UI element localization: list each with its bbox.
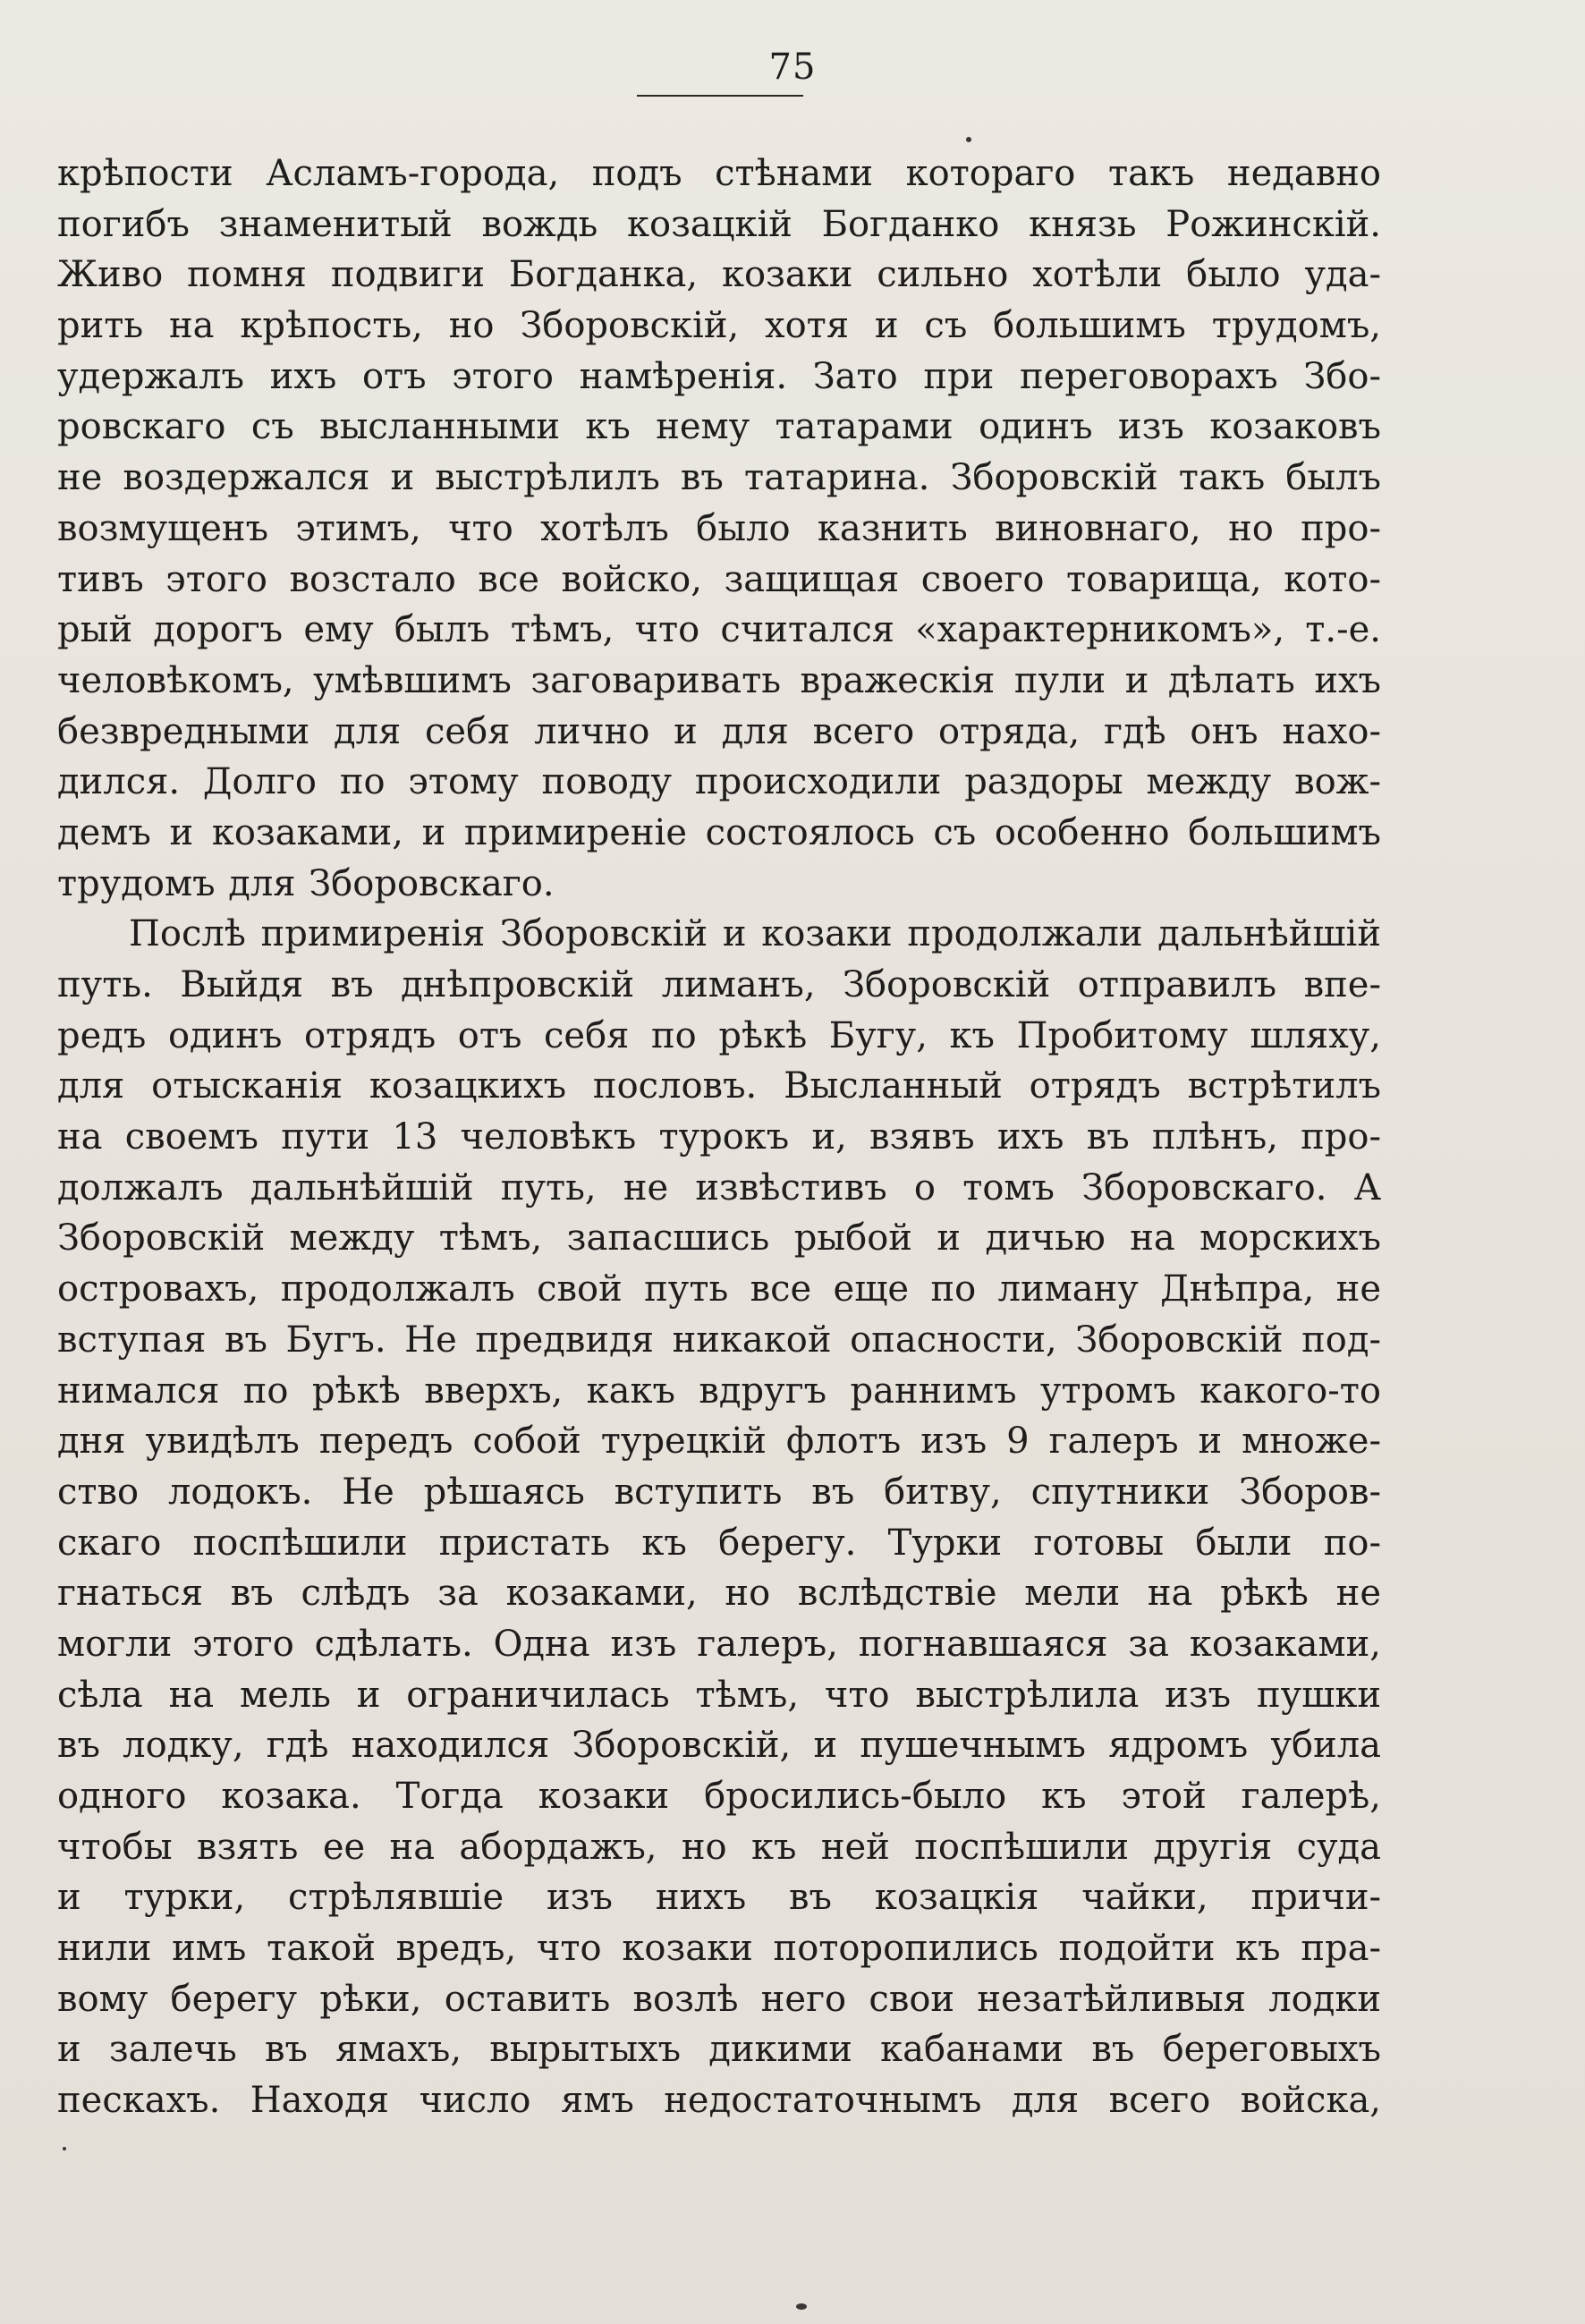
text-line: и залечь въ ямахъ, вырытыхъ дикими кабанами въ береговыхъ [57, 2029, 1381, 2071]
text-line: редъ одинъ отрядъ отъ себя по рѣкѣ Бугу, къ Пробитому шляху, [57, 1014, 1381, 1056]
text-line: и турки, стрѣлявшіе изъ нихъ въ козацкія чайки, причи- [57, 1877, 1381, 1919]
text-line: человѣкомъ, умѣвшимъ заговаривать вражескія пули и дѣлать ихъ [57, 659, 1381, 701]
text-line: крѣпости Асламъ-города, подъ стѣнами котораго такъ недавно [57, 153, 1381, 194]
text-line: чтобы взять ее на абордажъ, но къ ней поспѣшили другія суда [57, 1826, 1381, 1868]
text-line: скаго поспѣшили пристать къ берегу. Турки готовы были по- [57, 1522, 1381, 1564]
text-line: возмущенъ этимъ, что хотѣлъ было казнить виновнаго, но про- [57, 507, 1381, 549]
text-line: Живо помня подвиги Богданка, козаки сильно хотѣли было уда- [57, 254, 1381, 296]
text-line: дня увидѣлъ передъ собой турецкій флотъ изъ 9 галеръ и множе- [57, 1421, 1381, 1463]
text-line: ровскаго съ высланными къ нему татарами одинъ изъ козаковъ [57, 406, 1381, 448]
text-line: безвредными для себя лично и для всего отряда, гдѣ онъ нахо- [57, 710, 1381, 752]
paragraph-end-line: трудомъ для Зборовскаго. [57, 862, 555, 904]
text-line: рить на крѣпость, но Зборовскій, хотя и съ большимъ трудомъ, [57, 305, 1381, 347]
page-number: 75 [768, 47, 817, 88]
text-line: демъ и козаками, и примиреніе состоялось съ особенно большимъ [57, 811, 1381, 853]
ink-speck [796, 2303, 807, 2310]
ink-speck [63, 2147, 66, 2150]
ink-speck [966, 137, 971, 142]
text-line: пескахъ. Находя число ямъ недостаточнымъ для всего войска, [57, 2080, 1381, 2122]
text-line: одного козака. Тогда козаки бросились-было къ этой галерѣ, [57, 1776, 1381, 1817]
text-line: могли этого сдѣлать. Одна изъ галеръ, погнавшаяся за козаками, [57, 1623, 1381, 1665]
text-line: рый дорогъ ему былъ тѣмъ, что считался «характерникомъ», т.-е. [57, 609, 1381, 651]
text-line: нили имъ такой вредъ, что козаки поторопились подойти къ пра- [57, 1928, 1381, 1970]
text-line: островахъ, продолжалъ свой путь все еще по лиману Днѣпра, не [57, 1268, 1381, 1310]
text-line: погибъ знаменитый вождь козацкій Богданко князь Рожинскій. [57, 203, 1381, 245]
text-line: на своемъ пути 13 человѣкъ турокъ и, взявъ ихъ въ плѣнъ, про- [57, 1116, 1381, 1158]
text-line: не воздержался и выстрѣлилъ въ татарина. Зборовскій такъ былъ [57, 457, 1381, 499]
text-line: должалъ дальнѣйшій путь, не извѣстивъ о томъ Зборовскаго. А [57, 1166, 1381, 1209]
text-line: для отысканія козацкихъ пословъ. Высланный отрядъ встрѣтилъ [57, 1065, 1381, 1107]
text-line: гнаться въ слѣдъ за козаками, но вслѣдствіе мели на рѣкѣ не [57, 1573, 1381, 1615]
page-number-rule [637, 95, 803, 97]
text-line: дился. Долго по этому поводу происходили раздоры между вож- [57, 761, 1381, 803]
text-line: вступая въ Бугъ. Не предвидя никакой опасности, Зборовскій под- [57, 1319, 1381, 1361]
text-line: ство лодокъ. Не рѣшаясь вступить въ битву, спутники Зборов- [57, 1471, 1381, 1513]
text-line: путь. Выйдя въ днѣпровскій лиманъ, Зборовскій отправилъ впе- [57, 964, 1381, 1005]
body-text [57, 148, 1381, 2126]
text-line: тивъ этого возстало все войско, защищая своего товарища, кото- [57, 558, 1381, 600]
paragraph-start-line: Послѣ примиренія Зборовскій и козаки продолжали дальнѣйшій [129, 913, 1381, 955]
text-line: удержалъ ихъ отъ этого намѣренія. Зато при переговорахъ Збо- [57, 355, 1381, 397]
text-line: сѣла на мель и ограничилась тѣмъ, что выстрѣлила изъ пушки [57, 1674, 1381, 1716]
text-line: Зборовскій между тѣмъ, запасшись рыбой и дичью на морскихъ [57, 1217, 1381, 1260]
text-line: вому берегу рѣки, оставить возлѣ него свои незатѣйливыя лодки [57, 1978, 1381, 2020]
text-line: нимался по рѣкѣ вверхъ, какъ вдругъ раннимъ утромъ какого-то [57, 1370, 1381, 1412]
text-line: въ лодку, гдѣ находился Зборовскій, и пушечнымъ ядромъ убила [57, 1725, 1381, 1767]
